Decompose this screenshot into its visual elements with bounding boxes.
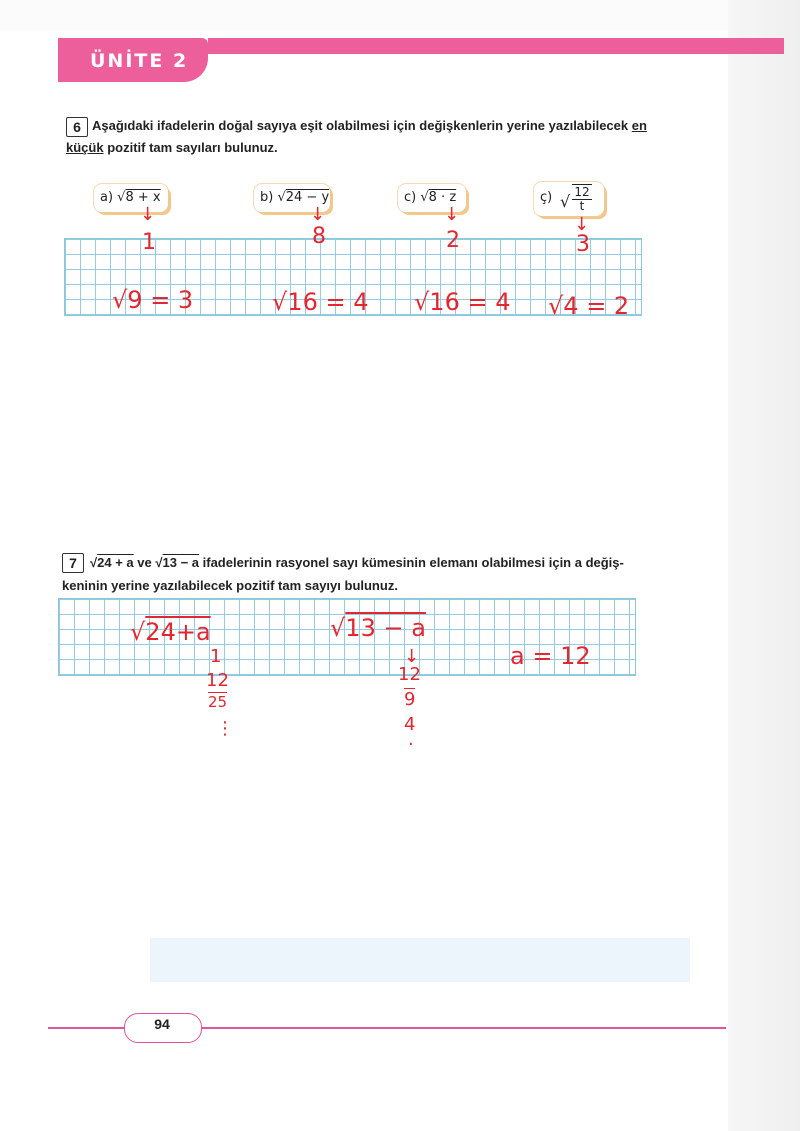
expression-c: c) √8 · z: [404, 190, 457, 205]
question-7-text-part1: ifadelerinin rasyonel sayı kümesinin elemanı olabilmesi için a değiş-: [202, 555, 624, 570]
handwritten-left-step1: 1: [210, 646, 222, 667]
expression-cc-denominator: t: [579, 199, 585, 213]
handwritten-right-dot: ·: [408, 734, 414, 755]
handwritten-result-c: √16 = 4: [414, 288, 511, 316]
question-7-expr1: 24 + a: [97, 555, 134, 570]
page-number: 94: [154, 1016, 170, 1032]
question-7-expr2: 13 − a: [162, 555, 200, 570]
expression-a-radicand: 8 + x: [125, 190, 161, 205]
question-7-number: 7: [62, 553, 84, 573]
footer-line-right: [200, 1027, 726, 1029]
footer-line-left: [48, 1027, 124, 1029]
question-6-text: [92, 116, 652, 136]
question-7-text-line2: keninin yerine yazılabilecek pozitif tam sayıyı bulunuz.: [62, 578, 398, 593]
handwritten-left-step3: 25: [208, 693, 228, 711]
expression-c-label: c): [404, 190, 417, 205]
question-6-text-kucuk: küçük: [66, 140, 104, 155]
handwritten-left-dots: ⋮: [216, 718, 234, 739]
expression-b: b) √24 − y: [260, 190, 330, 205]
handwritten-root-right: √13 − a: [330, 614, 426, 642]
faint-bleedthrough: [150, 938, 690, 982]
arrow-down-icon: ↓: [574, 214, 590, 235]
handwritten-root-right-radicand: 13 − a: [345, 614, 426, 642]
handwritten-final-answer: a = 12: [510, 642, 591, 670]
question-6-text-line2: [66, 138, 666, 158]
handwritten-right-step3: 9: [404, 689, 416, 710]
question-6-text-part2: pozitif tam sayıları bulunuz.: [107, 140, 278, 155]
expression-b-radicand: 24 − y: [285, 190, 330, 205]
question-6-text-part1: Aşağıdaki ifadelerin doğal sayıya eşit olabilmesi için değişkenlerin yerine yazılabilecek: [92, 118, 629, 133]
handwritten-right-arrow: ↓: [404, 646, 420, 667]
handwritten-result-cc: √4 = 2: [548, 292, 630, 320]
question-6-text-en: en: [631, 118, 647, 133]
handwritten-right-step2: 12: [398, 664, 421, 685]
handwritten-result-b: √16 = 4: [272, 288, 369, 316]
handwritten-root-left-radicand: 24+a: [145, 618, 211, 646]
expression-cc-numerator: 12: [572, 184, 592, 200]
expression-c-radicand: 8 · z: [428, 190, 457, 205]
page-top-shade: [0, 0, 800, 30]
handwritten-answer-b: 8: [312, 224, 326, 249]
handwritten-left-step2: 12: [206, 670, 229, 691]
question-6-number: 6: [66, 117, 88, 137]
handwritten-right-step4: 4: [404, 714, 416, 735]
unit-title: ÜNİTE 2: [90, 50, 189, 72]
handwritten-result-a: √9 = 3: [112, 286, 194, 314]
handwritten-answer-c: 2: [446, 228, 460, 253]
handwritten-answer-cc: 3: [576, 232, 590, 257]
arrow-down-icon: ↓: [140, 204, 156, 225]
expression-a-label: a): [100, 190, 114, 205]
expression-a: a) √8 + x: [100, 190, 161, 205]
expression-cc-label: ç): [540, 190, 553, 205]
question-7-connector: ve: [137, 555, 152, 570]
question-7-text: √24 + a ve √13 − a ifadelerinin rasyonel sayı kümesinin elemanı olabilmesi için a değiş-: [90, 555, 624, 570]
arrow-down-icon: ↓: [444, 204, 460, 225]
handwritten-root-left: √24+a: [130, 618, 211, 646]
expression-b-label: b): [260, 190, 274, 205]
page-edge-shade: [728, 0, 800, 1131]
arrow-down-icon: ↓: [310, 204, 326, 225]
handwritten-answer-a: 1: [142, 230, 156, 255]
